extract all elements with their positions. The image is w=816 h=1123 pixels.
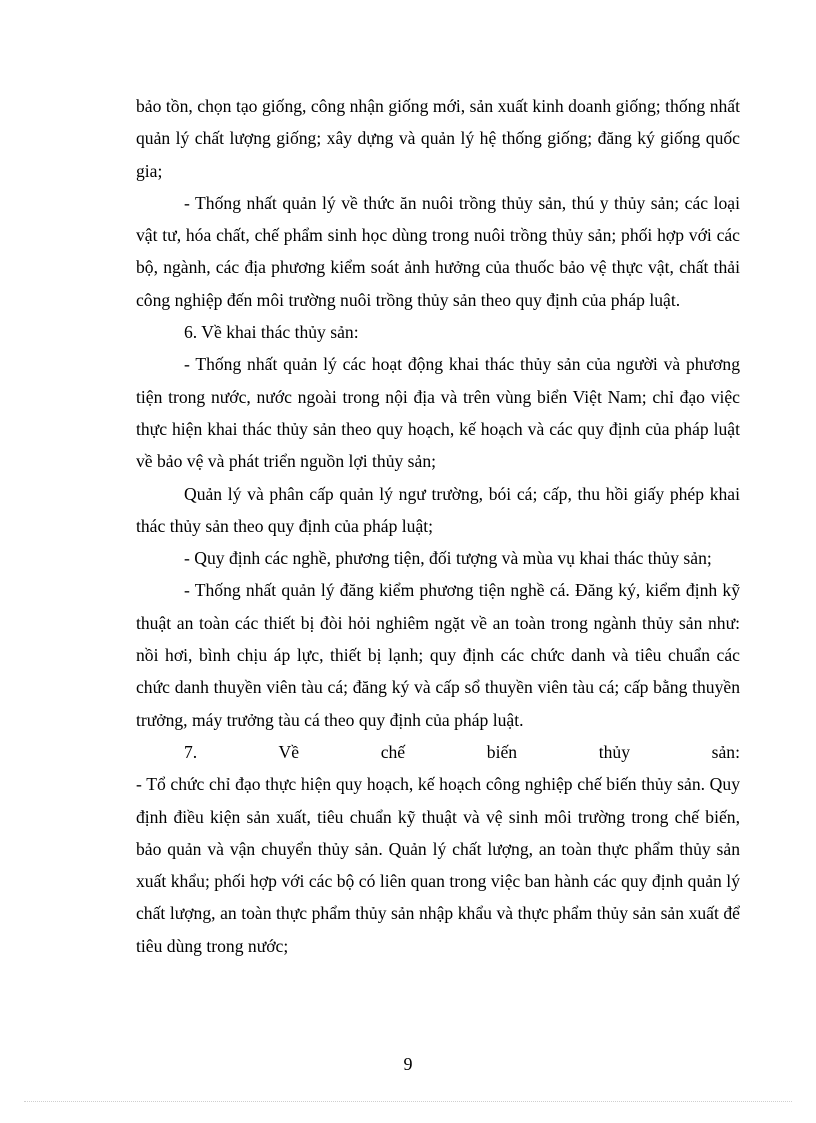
paragraph-fishing-management: - Thống nhất quản lý các hoạt động khai thác thủy sản của người và phương tiện trong nước, nước ngoài trong nội địa và trên vùng biển Việt Nam; chỉ đạo việc thực hiện khai thác thủy sản theo quy hoạch, kế hoạch và các quy định của pháp luật về bảo vệ và phát triển nguồn lợi thủy sản; bbox=[136, 354, 740, 472]
body-text bbox=[136, 90, 740, 962]
page-number: 9 bbox=[403, 1054, 413, 1074]
page-bottom-divider bbox=[24, 1101, 792, 1102]
paragraph-vessel-registration: - Thống nhất quản lý đăng kiểm phương tiện nghề cá. Đăng ký, kiểm định kỹ thuật an toàn các thiết bị đòi hỏi nghiêm ngặt về an toàn trong ngành thủy sản như: nồi hơi, bình chịu áp lực, thiết bị lạnh; quy định các chức danh và tiêu chuẩn các chức danh thuyền viên tàu cá; đăng ký và cấp sổ thuyền viên tàu cá; cấp bằng thuyền trưởng, máy trưởng tàu cá theo quy định của pháp luật. bbox=[136, 580, 740, 730]
section-heading-processing: 7. Về chế biến thủy sản: bbox=[184, 741, 740, 762]
paragraph-processing: - Tổ chức chỉ đạo thực hiện quy hoạch, kế hoạch công nghiệp chế biến thủy sản. Quy định điều kiện sản xuất, tiêu chuẩn kỹ thuật và vệ sinh môi trường trong chế biến, bảo quản và vận chuyển thủy sản. Quản lý chất lượng, an toàn thực phẩm thủy sản xuất khẩu; phối hợp với các bộ có liên quan trong việc ban hành các quy định quản lý chất lượng, an toàn thực phẩm thủy sản nhập khẩu và thực phẩm thủy sản sản xuất để tiêu dùng trong nước; bbox=[136, 774, 740, 956]
paragraph-seed-conservation: bảo tồn, chọn tạo giống, công nhận giống mới, sản xuất kinh doanh giống; thống nhất quản lý chất lượng giống; xây dựng và quản lý hệ thống giống; đăng ký giống quốc gia; bbox=[136, 96, 740, 181]
paragraph-fishing-regulations: - Quy định các nghề, phương tiện, đối tượng và mùa vụ khai thác thủy sản; bbox=[184, 548, 712, 569]
section-heading-fishing: 6. Về khai thác thủy sản: bbox=[184, 322, 359, 343]
paragraph-fishing-grounds: Quản lý và phân cấp quản lý ngư trường, bói cá; cấp, thu hồi giấy phép khai thác thủy sản theo quy định của pháp luật; bbox=[136, 483, 740, 536]
paragraph-feed-veterinary: - Thống nhất quản lý về thức ăn nuôi trồng thủy sản, thú y thủy sản; các loại vật tư, hóa chất, chế phẩm sinh học dùng trong nuôi trồng thủy sản; phối hợp với các bộ, ngành, các địa phương kiểm soát ảnh hưởng của thuốc bảo vệ thực vật, chất thải công nghiệp đến môi trường nuôi trồng thủy sản theo quy định của pháp luật. bbox=[136, 192, 740, 310]
